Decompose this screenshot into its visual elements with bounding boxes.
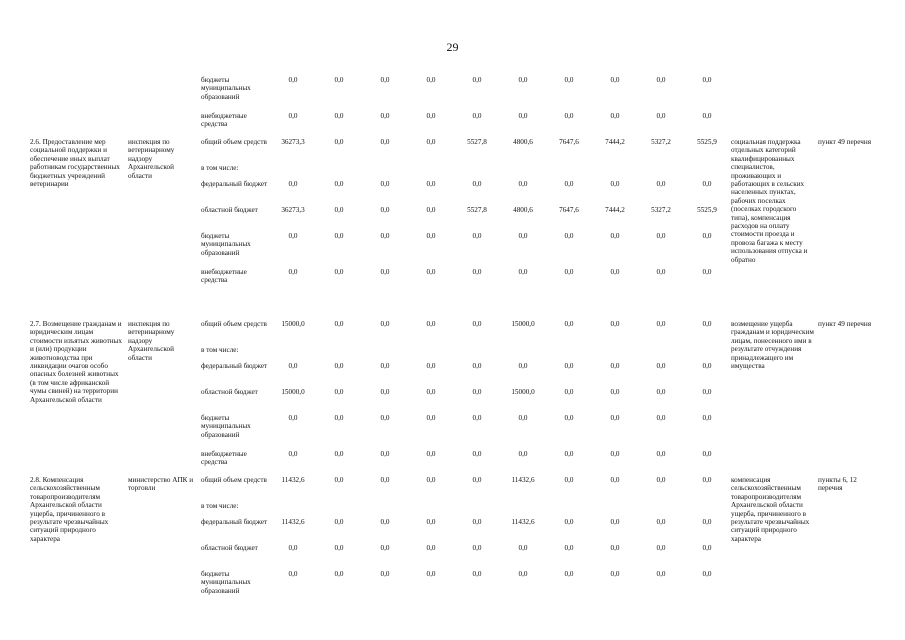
value-cell: 0,0	[426, 450, 436, 458]
value-cell: 0,0	[380, 206, 390, 214]
value-cell: 0,0	[472, 476, 482, 484]
value-cell: 0,0	[610, 544, 620, 552]
value-cell	[638, 164, 684, 180]
value-cell: 0,0	[334, 180, 344, 188]
value-cell	[592, 502, 638, 518]
value-cell: 0,0	[702, 180, 712, 188]
event-name-cell	[29, 76, 127, 138]
value-cell: 0,0	[334, 570, 344, 578]
value-cell: 0,0	[610, 76, 620, 84]
value-cell: 0,0	[426, 76, 436, 84]
value-cell	[454, 502, 500, 518]
value-cell: 0,0	[564, 76, 574, 84]
funding-source-cell: внебюджетные средства	[201, 268, 247, 285]
value-cell: 0,0	[288, 570, 298, 578]
value-cell: 0,0	[564, 268, 574, 276]
value-cell: 0,0	[656, 112, 666, 120]
funding-source-cell: бюджеты муниципальных образований	[201, 76, 251, 101]
value-cell: 11432,6	[281, 476, 305, 484]
page-number: 29	[446, 40, 459, 54]
funding-source-cell: бюджеты муниципальных образований	[201, 570, 251, 595]
funding-source-cell: общий объем средств	[201, 138, 267, 146]
value-cell: 0,0	[702, 76, 712, 84]
value-cell: 0,0	[426, 112, 436, 120]
value-cell: 7647,6	[559, 206, 579, 214]
value-cell: 0,0	[518, 362, 528, 370]
value-cell: 0,0	[610, 476, 620, 484]
value-cell: 0,0	[518, 544, 528, 552]
executor-cell: инспекция по ветеринарному надзору Архангельской области	[128, 320, 175, 362]
value-cell	[500, 502, 546, 518]
value-cell: 0,0	[426, 362, 436, 370]
table-row	[29, 138, 877, 164]
value-cell: 0,0	[472, 388, 482, 396]
value-cell	[408, 502, 454, 518]
value-cell: 0,0	[334, 138, 344, 146]
value-cell: 7444,2	[605, 206, 625, 214]
value-cell: 0,0	[702, 570, 712, 578]
reference-cell	[817, 76, 877, 138]
value-cell: 0,0	[472, 76, 482, 84]
value-cell: 0,0	[656, 450, 666, 458]
value-cell: 0,0	[380, 388, 390, 396]
value-cell: 0,0	[656, 414, 666, 422]
value-cell: 0,0	[426, 518, 436, 526]
funding-source-cell: общий объем средств	[201, 320, 267, 328]
value-cell: 11432,6	[511, 518, 535, 526]
value-cell: 0,0	[564, 112, 574, 120]
value-cell: 0,0	[610, 320, 620, 328]
funding-source-cell: внебюджетные средства	[201, 450, 247, 467]
value-cell: 0,0	[656, 76, 666, 84]
value-cell: 0,0	[656, 518, 666, 526]
value-cell: 0,0	[518, 450, 528, 458]
value-cell: 0,0	[702, 232, 712, 240]
value-cell	[638, 346, 684, 362]
value-cell	[592, 164, 638, 180]
value-cell: 0,0	[610, 518, 620, 526]
value-cell: 0,0	[610, 450, 620, 458]
value-cell: 0,0	[518, 112, 528, 120]
value-cell: 0,0	[518, 414, 528, 422]
value-cell: 0,0	[610, 388, 620, 396]
value-cell: 0,0	[380, 362, 390, 370]
value-cell: 0,0	[426, 180, 436, 188]
value-cell: 0,0	[472, 180, 482, 188]
value-cell: 0,0	[380, 518, 390, 526]
value-cell: 0,0	[380, 476, 390, 484]
value-cell: 0,0	[380, 320, 390, 328]
value-cell: 5327,2	[651, 206, 671, 214]
value-cell: 0,0	[472, 268, 482, 276]
value-cell: 0,0	[426, 414, 436, 422]
value-cell: 0,0	[472, 112, 482, 120]
value-cell: 0,0	[564, 320, 574, 328]
value-cell: 0,0	[702, 518, 712, 526]
value-cell: 0,0	[610, 414, 620, 422]
value-cell	[592, 346, 638, 362]
value-cell: 0,0	[334, 362, 344, 370]
funding-source-cell: федеральный бюджет	[201, 180, 268, 188]
funding-source-cell: областной бюджет	[201, 388, 258, 396]
value-cell: 0,0	[426, 232, 436, 240]
value-cell	[546, 502, 592, 518]
value-cell: 0,0	[702, 362, 712, 370]
value-cell: 0,0	[656, 388, 666, 396]
value-cell	[408, 346, 454, 362]
executor-cell	[127, 76, 200, 138]
value-cell: 0,0	[288, 112, 298, 120]
value-cell: 0,0	[702, 450, 712, 458]
funding-source-cell: бюджеты муниципальных образований	[201, 232, 251, 257]
value-cell	[362, 346, 408, 362]
value-cell	[408, 164, 454, 180]
value-cell: 0,0	[656, 544, 666, 552]
value-cell	[546, 346, 592, 362]
value-cell: 0,0	[656, 320, 666, 328]
event-name-cell: 2.7. Возмещение гражданам и юридическим лицам стоимости изъятых животных и (или) продукции животноводства при ликвидации очагов особо опасных болезней животных (в том числе африканской чумы свиней) на территории Архангельской области	[30, 320, 122, 404]
value-cell: 11432,6	[511, 476, 535, 484]
value-cell: 0,0	[702, 320, 712, 328]
value-cell: 0,0	[564, 232, 574, 240]
value-cell	[500, 346, 546, 362]
funding-source-cell: бюджеты муниципальных образований	[201, 414, 251, 439]
value-cell: 15000,0	[511, 320, 535, 328]
value-cell: 7647,6	[559, 138, 579, 146]
value-cell: 0,0	[564, 388, 574, 396]
value-cell: 0,0	[380, 544, 390, 552]
funding-source-cell: в том числе:	[201, 502, 239, 510]
value-cell: 0,0	[610, 570, 620, 578]
table-row	[29, 320, 877, 346]
value-cell	[316, 164, 362, 180]
value-cell: 0,0	[380, 450, 390, 458]
value-cell	[546, 164, 592, 180]
value-cell: 5327,2	[651, 138, 671, 146]
value-cell	[500, 164, 546, 180]
value-cell: 36273,3	[281, 206, 305, 214]
value-cell: 0,0	[702, 112, 712, 120]
expected-result-cell: возмещение ущерба гражданам и юридическим лицам, понесенного ими в результате отчуждения принадлежащего им имущества	[731, 320, 814, 371]
value-cell: 36273,3	[281, 138, 305, 146]
expected-result-cell: компенсация сельскохозяйственным товаропроизводителям Архангельской области ущерба, причиненного в результате чрезвычайных ситуаций природного характера	[731, 476, 810, 543]
value-cell: 4800,6	[513, 138, 533, 146]
value-cell: 0,0	[334, 388, 344, 396]
value-cell	[270, 502, 316, 518]
value-cell: 0,0	[426, 388, 436, 396]
funding-source-cell: областной бюджет	[201, 206, 258, 214]
value-cell: 0,0	[610, 112, 620, 120]
value-cell	[270, 346, 316, 362]
value-cell: 0,0	[564, 544, 574, 552]
value-cell: 0,0	[380, 232, 390, 240]
value-cell: 0,0	[380, 112, 390, 120]
value-cell	[362, 502, 408, 518]
value-cell: 0,0	[288, 544, 298, 552]
value-cell	[454, 346, 500, 362]
value-cell: 0,0	[702, 544, 712, 552]
value-cell: 5527,8	[467, 138, 487, 146]
value-cell: 0,0	[656, 268, 666, 276]
value-cell: 0,0	[334, 476, 344, 484]
value-cell: 0,0	[334, 544, 344, 552]
value-cell: 0,0	[288, 450, 298, 458]
value-cell: 0,0	[472, 414, 482, 422]
value-cell: 0,0	[334, 450, 344, 458]
value-cell	[316, 502, 362, 518]
value-cell: 0,0	[426, 206, 436, 214]
value-cell: 0,0	[472, 544, 482, 552]
table-row	[29, 76, 877, 112]
budget-table	[29, 76, 877, 606]
value-cell: 0,0	[564, 414, 574, 422]
funding-source-cell: федеральный бюджет	[201, 518, 268, 526]
value-cell: 0,0	[472, 450, 482, 458]
value-cell	[684, 346, 730, 362]
value-cell: 0,0	[426, 320, 436, 328]
value-cell: 0,0	[610, 362, 620, 370]
funding-source-cell: областной бюджет	[201, 544, 258, 552]
value-cell: 5527,8	[467, 206, 487, 214]
value-cell: 0,0	[472, 320, 482, 328]
value-cell: 0,0	[656, 180, 666, 188]
value-cell: 0,0	[380, 570, 390, 578]
executor-cell: инспекция по ветеринарному надзору Архангельской области	[128, 138, 175, 180]
value-cell: 0,0	[334, 268, 344, 276]
expected-result-cell: социальная поддержка отдельных категорий квалифицированных специалистов, проживающих и работающих в сельских населенных пунктах, рабочих поселках (поселках городского типа), компенсация расходов на оплату стоимости проезда и провоза багажа к месту использования отпуска и обратно	[731, 138, 808, 264]
value-cell: 0,0	[518, 232, 528, 240]
value-cell	[684, 502, 730, 518]
executor-cell: министерство АПК и торговли	[128, 476, 194, 493]
value-cell: 0,0	[564, 362, 574, 370]
value-cell: 4800,6	[513, 206, 533, 214]
value-cell	[362, 164, 408, 180]
value-cell: 0,0	[288, 180, 298, 188]
value-cell	[316, 346, 362, 362]
value-cell	[270, 164, 316, 180]
funding-source-cell: в том числе:	[201, 164, 239, 172]
value-cell: 0,0	[564, 450, 574, 458]
value-cell: 15000,0	[281, 388, 305, 396]
table-body	[29, 76, 877, 606]
value-cell: 0,0	[380, 414, 390, 422]
value-cell: 7444,2	[605, 138, 625, 146]
value-cell: 0,0	[334, 232, 344, 240]
value-cell: 0,0	[472, 232, 482, 240]
reference-cell: пункт 49 перечня	[818, 320, 872, 328]
reference-cell: пункты 6, 12 перечня	[818, 476, 857, 493]
value-cell: 0,0	[518, 180, 528, 188]
value-cell: 0,0	[426, 544, 436, 552]
value-cell: 0,0	[656, 232, 666, 240]
value-cell: 0,0	[564, 518, 574, 526]
value-cell: 0,0	[702, 476, 712, 484]
value-cell: 0,0	[610, 180, 620, 188]
value-cell: 0,0	[610, 232, 620, 240]
value-cell: 0,0	[380, 268, 390, 276]
event-name-cell: 2.6. Предоставление мер социальной поддержки и обеспечение иных выплат работникам государственных бюджетных учреждений ветеринарии	[30, 138, 120, 189]
value-cell: 0,0	[288, 76, 298, 84]
value-cell	[454, 164, 500, 180]
value-cell: 0,0	[426, 138, 436, 146]
value-cell: 0,0	[426, 476, 436, 484]
value-cell: 0,0	[702, 388, 712, 396]
value-cell: 11432,6	[281, 518, 305, 526]
value-cell: 0,0	[288, 232, 298, 240]
value-cell: 5525,9	[697, 206, 717, 214]
value-cell	[684, 164, 730, 180]
value-cell: 0,0	[334, 414, 344, 422]
funding-source-cell: внебюджетные средства	[201, 112, 247, 129]
value-cell: 0,0	[334, 76, 344, 84]
value-cell: 0,0	[564, 570, 574, 578]
reference-cell: пункт 49 перечня	[818, 138, 872, 146]
value-cell: 0,0	[472, 570, 482, 578]
value-cell: 0,0	[518, 76, 528, 84]
value-cell: 0,0	[564, 476, 574, 484]
value-cell: 0,0	[380, 180, 390, 188]
funding-source-cell: федеральный бюджет	[201, 362, 268, 370]
value-cell: 15000,0	[511, 388, 535, 396]
value-cell: 0,0	[656, 362, 666, 370]
value-cell: 0,0	[564, 180, 574, 188]
value-cell: 0,0	[380, 138, 390, 146]
value-cell: 0,0	[518, 570, 528, 578]
value-cell: 0,0	[656, 570, 666, 578]
value-cell: 0,0	[288, 268, 298, 276]
value-cell: 0,0	[334, 112, 344, 120]
value-cell: 0,0	[610, 268, 620, 276]
value-cell: 15000,0	[281, 320, 305, 328]
value-cell: 0,0	[426, 268, 436, 276]
funding-source-cell: общий объем средств	[201, 476, 267, 484]
value-cell	[638, 502, 684, 518]
table-row	[29, 476, 877, 502]
value-cell: 0,0	[426, 570, 436, 578]
value-cell: 0,0	[518, 268, 528, 276]
value-cell: 0,0	[288, 414, 298, 422]
event-name-cell: 2.8. Компенсация сельскохозяйственным товаропроизводителям Архангельской области ущерба, причиненного в результате чрезвычайных ситуаций природного характера	[30, 476, 109, 543]
value-cell: 0,0	[334, 320, 344, 328]
value-cell: 0,0	[380, 76, 390, 84]
value-cell: 0,0	[656, 476, 666, 484]
value-cell: 0,0	[702, 268, 712, 276]
value-cell: 0,0	[702, 414, 712, 422]
value-cell: 0,0	[334, 206, 344, 214]
funding-source-cell: в том числе:	[201, 346, 239, 354]
value-cell: 0,0	[288, 362, 298, 370]
value-cell: 0,0	[472, 362, 482, 370]
value-cell: 0,0	[472, 518, 482, 526]
value-cell: 0,0	[334, 518, 344, 526]
value-cell: 5525,9	[697, 138, 717, 146]
expected-result-cell	[730, 76, 817, 138]
